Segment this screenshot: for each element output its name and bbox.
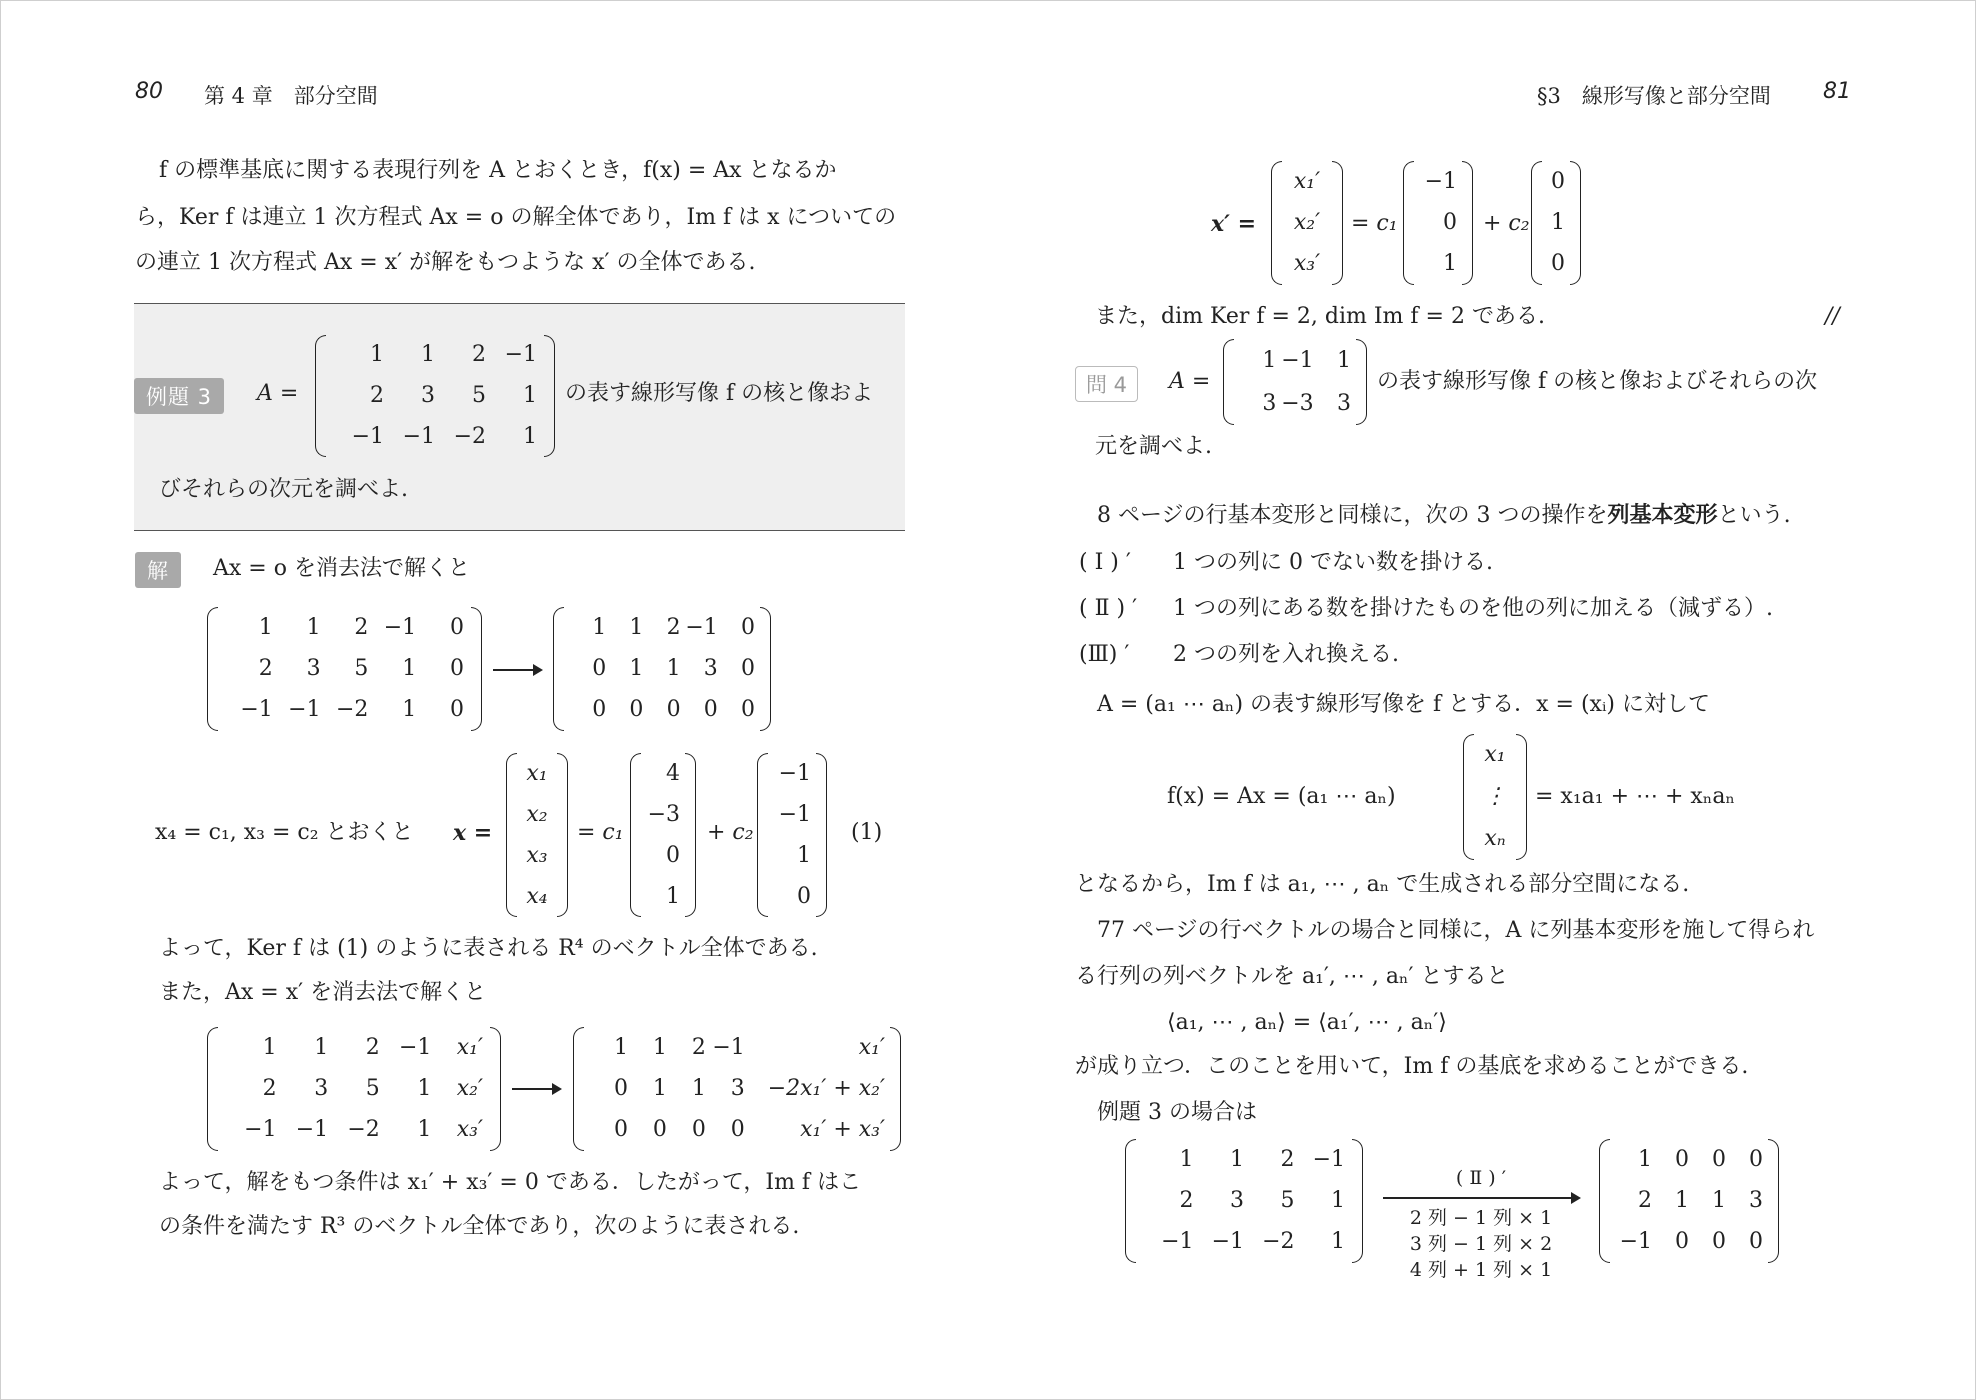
matrix-cell: 3 (1230, 1187, 1244, 1213)
matrix-cell: −2 (347, 1117, 380, 1143)
row-reduce-arrow-2 (512, 1088, 560, 1090)
matrix-cell: −2 (1262, 1229, 1295, 1255)
matrix-cell: 0 (449, 655, 464, 681)
matrix-cell: 2 (365, 1034, 380, 1060)
xprime-vector (1271, 161, 1343, 285)
matrix-cell: 0 (741, 655, 755, 681)
matrix-cell: 0 (1675, 1229, 1689, 1255)
matrix-cell: x₁′ (858, 1034, 885, 1060)
matrix-cell: 0 (741, 697, 755, 723)
matrix-cell: −1 (351, 423, 384, 449)
xprime-eq: x′ = (1211, 211, 1257, 237)
matrix-cell: 3 (730, 1075, 745, 1101)
matrix-cell: −2x₁′ + x₂′ (767, 1075, 885, 1101)
matrix-cell: 0 (703, 697, 718, 723)
section-header: §3 線形写像と部分空間 (1537, 84, 1771, 108)
matrix-cell: −1 (1619, 1229, 1652, 1255)
matrix-cell: 0 (730, 1117, 745, 1143)
vector-entry: x₁ (1484, 742, 1506, 767)
arrow-op-1: 2 列 − 1 列 × 1 (1409, 1207, 1553, 1229)
kernel-vector-2 (757, 753, 827, 917)
matrix-cell: −2 (335, 697, 369, 723)
c1-label: = c₁ (577, 820, 624, 845)
problem-tag: 問 4 (1075, 366, 1138, 402)
solution-matrix-1-left (207, 607, 482, 731)
matrix-cell: 2 (666, 614, 681, 640)
vector-entry: 1 (666, 883, 680, 909)
example-tag: 例題 3 (134, 378, 224, 414)
matrix-cell: 2 (1280, 1146, 1295, 1172)
a-def-line: A = (a₁ ⋯ aₙ) の表す線形写像を f とする．x = (xᵢ) に対して (1097, 692, 1710, 717)
vector-entry: ⋮ (1484, 784, 1506, 809)
example-suffix: の表す線形写像 f の核と像およ (565, 381, 874, 406)
op-3-label: (Ⅲ) ′ (1079, 642, 1130, 667)
c2-label-right: + c₂ (1483, 211, 1530, 236)
matrix-cell: 1 (306, 614, 321, 640)
matrix-cell: 1 (402, 655, 417, 681)
arrow-label: ( Ⅱ ) ′ (1455, 1167, 1507, 1189)
matrix-cell: −1 (244, 1117, 277, 1143)
solution-matrix-1-right (553, 607, 771, 731)
matrix-cell: 2 (1638, 1187, 1652, 1213)
p77-line-1: 77 ページの行ベクトルの場合と同様に，A に列基本変形を施して得られ (1097, 918, 1815, 943)
matrix-cell: 1 (629, 655, 644, 681)
matrix-cell: 0 (449, 697, 464, 723)
vector-entry: xₙ (1484, 826, 1506, 851)
matrix-cell: 1 (691, 1075, 706, 1101)
matrix-cell: 0 (629, 697, 644, 723)
col-ops-intro-b: という. (1717, 503, 1791, 528)
vector-entry: x₂′ (1293, 209, 1321, 235)
matrix-cell: 2 (370, 382, 384, 408)
matrix-cell: −1 (288, 697, 321, 723)
matrix-cell: 1 (629, 614, 644, 640)
vector-entry: 1 (1443, 251, 1457, 277)
vector-entry: x₃ (526, 842, 548, 868)
col-ops-intro-a: 8 ページの行基本変形と同様に，次の 3 つの操作を (1097, 503, 1608, 528)
example-matrix (315, 335, 555, 457)
arrow-op-3: 4 列 + 1 列 × 1 (1409, 1259, 1553, 1281)
vector-entry: x₂ (526, 801, 548, 827)
matrix-cell: 5 (472, 382, 486, 408)
matrix-cell: 0 (652, 1117, 667, 1143)
matrix-cell: 1 (262, 1034, 277, 1060)
vector-entry: −1 (778, 801, 811, 827)
solution-matrix-2-left (207, 1027, 501, 1151)
matrix-cell: 1 (652, 1034, 667, 1060)
matrix-cell: −1 (240, 697, 273, 723)
matrix-cell: 0 (1749, 1229, 1763, 1255)
matrix-cell: 3 (314, 1075, 329, 1101)
p77-line-2: る行列の列ベクトルを a₁′, ⋯ , aₙ′ とすると (1075, 964, 1509, 989)
f-eq-right: = x₁a₁ + ⋯ + xₙaₙ (1535, 784, 1735, 809)
vector-entry: 1 (797, 842, 811, 868)
right-page-number: 81 (1823, 79, 1851, 104)
matrix-cell: 0 (592, 697, 607, 723)
matrix-cell: −1 (398, 1034, 432, 1060)
ker-line: よって，Ker f は (1) のように表される R⁴ のベクトル全体である. (159, 936, 818, 961)
problem-suffix: の表す線形写像 f の核と像およびそれらの次 (1377, 369, 1818, 394)
col-ops-term: 列基本変形 (1607, 502, 1718, 528)
col-reduce-matrix-left (1125, 1139, 1363, 1263)
vector-entry: 0 (1443, 209, 1457, 235)
c2-label: + c₂ (707, 820, 754, 845)
matrix-cell: 0 (691, 1117, 706, 1143)
col-reduce-matrix-right (1599, 1139, 1779, 1263)
matrix-cell: −1 (1281, 347, 1314, 373)
intro-line-3: の連立 1 次方程式 Ax = x′ が解をもつような x′ の全体である. (135, 250, 756, 275)
left-page-number: 80 (135, 79, 163, 104)
dim-line: また，dim Ker f = 2, dim Im f = 2 である. (1095, 304, 1545, 329)
matrix-cell: 1 (1262, 347, 1277, 373)
op-1-label: ( Ⅰ ) ′ (1079, 550, 1131, 575)
vector-entry: −3 (647, 801, 680, 827)
matrix-cell: 2 (258, 655, 273, 681)
matrix-cell: 1 (1675, 1187, 1689, 1213)
matrix-cell: 0 (613, 1117, 628, 1143)
x-vector (506, 753, 568, 917)
matrix-cell: 1 (1230, 1146, 1244, 1172)
vector-entry: 0 (666, 842, 680, 868)
op-2-label: ( Ⅱ ) ′ (1079, 596, 1138, 621)
matrix-cell: 2 (691, 1034, 706, 1060)
matrix-cell: −1 (402, 423, 435, 449)
matrix-cell: 2 (262, 1075, 277, 1101)
matrix-cell: 1 (592, 614, 607, 640)
matrix-cell: 5 (1280, 1187, 1295, 1213)
col-reduce-arrow (1383, 1197, 1579, 1199)
op-2-text: 1 つの列にある数を掛けたものを他の列に加える（減ずる）. (1173, 596, 1773, 621)
solution-matrix-2-right (573, 1027, 901, 1151)
vector-entry: 0 (797, 883, 811, 909)
matrix-cell: 0 (666, 697, 681, 723)
matrix-cell: 0 (1712, 1229, 1726, 1255)
vector-entry: 4 (666, 760, 680, 786)
matrix-cell: 1 (523, 423, 537, 449)
matrix-cell: x₃′ (456, 1117, 483, 1143)
matrix-cell: −1 (1312, 1146, 1345, 1172)
matrix-cell: 1 (314, 1034, 329, 1060)
matrix-cell: 1 (417, 1117, 432, 1143)
also-line: また，Ax = x′ を消去法で解くと (159, 980, 487, 1005)
matrix-cell: 3 (1336, 390, 1351, 416)
matrix-cell: 3 (1749, 1187, 1763, 1213)
matrix-cell: x₁′ (456, 1034, 483, 1060)
kernel-vector-1 (630, 753, 696, 917)
matrix-cell: 1 (666, 655, 681, 681)
matrix-cell: x₁′ + x₃′ (800, 1117, 885, 1143)
example-matrix-prefix: A = (257, 381, 299, 406)
matrix-cell: 5 (365, 1075, 380, 1101)
vector-entry: x₁′ (1293, 168, 1321, 194)
matrix-cell: −3 (1281, 390, 1314, 416)
x-eq: x = (453, 820, 493, 846)
matrix-cell: 1 (1331, 1187, 1345, 1213)
matrix-cell: −1 (504, 342, 537, 368)
problem-line-2: 元を調べよ. (1095, 434, 1212, 459)
matrix-cell: 0 (592, 655, 607, 681)
matrix-cell: 1 (417, 1075, 432, 1101)
col-ops-intro (1097, 501, 1791, 530)
f-eq-left: f(x) = Ax = (a₁ ⋯ aₙ) (1167, 784, 1396, 809)
matrix-cell: x₂′ (456, 1075, 483, 1101)
problem-matrix (1223, 339, 1367, 425)
matrix-cell: −1 (295, 1117, 329, 1143)
matrix-cell: 1 (1336, 347, 1351, 373)
matrix-cell: 0 (449, 614, 464, 640)
example3-case: 例題 3 の場合は (1097, 1100, 1257, 1125)
matrix-cell: 3 (1262, 390, 1277, 416)
matrix-cell: 1 (421, 342, 435, 368)
matrix-cell: 1 (402, 697, 417, 723)
matrix-cell: 3 (306, 655, 321, 681)
condition-line-1: よって，解をもつ条件は x₁′ + x₃′ = 0 である．したがって，Im f はこ (159, 1170, 862, 1195)
matrix-cell: 2 (1179, 1187, 1194, 1213)
matrix-cell: 0 (613, 1075, 628, 1101)
image-basis-vector-1 (1403, 161, 1473, 285)
row-reduce-arrow (493, 669, 541, 671)
generate-line: となるから，Im f は a₁, ⋯ , aₙ で生成される部分空間になる. (1075, 872, 1690, 897)
example-line-2: びそれらの次元を調べよ. (159, 477, 408, 502)
matrix-cell: 3 (703, 655, 718, 681)
vector-entry: x₃′ (1293, 251, 1321, 277)
intro-line-1: f の標準基底に関する表現行列を A とおくとき，f(x) = Ax となるか (159, 158, 837, 183)
arrow-op-2: 3 列 − 1 列 × 2 (1409, 1233, 1553, 1255)
matrix-cell: 1 (1712, 1187, 1726, 1213)
matrix-cell: −2 (453, 423, 486, 449)
matrix-cell: 1 (1179, 1146, 1194, 1172)
matrix-cell: 2 (354, 614, 369, 640)
matrix-cell: −1 (712, 1034, 745, 1060)
vector-entry: 1 (1551, 209, 1565, 235)
matrix-cell: 5 (354, 655, 369, 681)
matrix-cell: 1 (370, 342, 384, 368)
matrix-cell: 0 (1675, 1146, 1689, 1172)
problem-matrix-prefix: A = (1169, 369, 1211, 394)
vector-entry: −1 (1424, 168, 1457, 194)
matrix-cell: 1 (652, 1075, 667, 1101)
qed-mark: // (1825, 304, 1840, 329)
matrix-cell: 2 (472, 342, 486, 368)
f-x-vector (1463, 734, 1527, 860)
condition-line-2: の条件を満たす R³ のベクトル全体であり，次のように表される. (159, 1214, 800, 1239)
matrix-cell: −1 (1211, 1229, 1244, 1255)
vector-entry: 0 (1551, 168, 1565, 194)
op-1-text: 1 つの列に 0 でない数を掛ける. (1173, 550, 1493, 575)
solution-tag: 解 (135, 552, 181, 588)
intro-line-2: ら，Ker f は連立 1 次方程式 Ax = o の解全体であり，Im f は x についての (135, 205, 897, 230)
span-equation: ⟨a₁, ⋯ , aₙ⟩ = ⟨a₁′, ⋯ , aₙ′⟩ (1167, 1010, 1447, 1035)
matrix-cell: 1 (258, 614, 273, 640)
vector-entry: x₄ (526, 883, 548, 909)
matrix-cell: 1 (1638, 1146, 1652, 1172)
matrix-cell: −1 (1161, 1229, 1194, 1255)
matrix-cell: 1 (613, 1034, 628, 1060)
matrix-cell: 0 (1712, 1146, 1726, 1172)
matrix-cell: −1 (685, 614, 718, 640)
matrix-cell: 0 (1749, 1146, 1763, 1172)
param-text: x₄ = c₁, x₃ = c₂ とおくと (155, 820, 414, 845)
chapter-header: 第 4 章 部分空間 (204, 84, 378, 108)
matrix-cell: 0 (741, 614, 755, 640)
op-3-text: 2 つの列を入れ換える. (1173, 642, 1399, 667)
c1-label-right: = c₁ (1351, 211, 1398, 236)
vector-entry: x₁ (526, 760, 548, 786)
matrix-cell: 1 (1331, 1229, 1345, 1255)
solution-line-1: Ax = o を消去法で解くと (213, 556, 470, 581)
holds-line: が成り立つ．このことを用いて，Im f の基底を求めることができる. (1075, 1054, 1749, 1079)
matrix-cell: 1 (523, 382, 537, 408)
equation-number: (1) (851, 820, 883, 845)
vector-entry: −1 (778, 760, 811, 786)
image-basis-vector-2 (1531, 161, 1581, 285)
matrix-cell: −1 (383, 614, 417, 640)
matrix-cell: 3 (421, 382, 435, 408)
vector-entry: 0 (1551, 251, 1565, 277)
